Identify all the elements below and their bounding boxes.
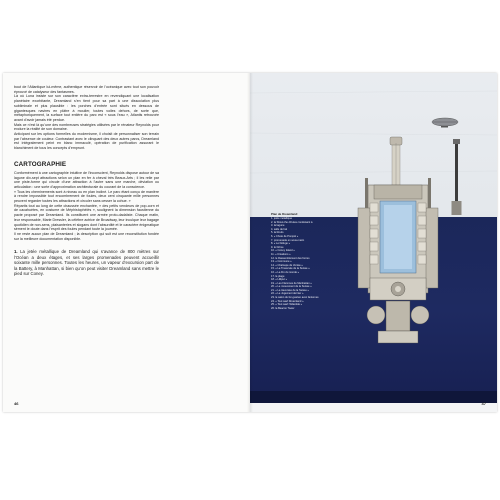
legend-item: 15. « La Traversée de la Suisse » (271, 267, 310, 271)
dreamland-plan-painting (250, 73, 497, 403)
legend-item: 10. « Coney Island » (271, 249, 295, 253)
legend-title: Plan de Dreamland: (271, 212, 298, 216)
page-number-left: 46 (14, 401, 19, 406)
page-number-right: 47 (481, 401, 486, 406)
legend-item: 6. « Chute de Pompéi » (271, 234, 299, 238)
legend-item: 14. « Chaloupe de Venise » (271, 263, 303, 267)
legend-item: 21. « La traversée de la Suisse » (271, 288, 309, 292)
plan-legend (271, 212, 329, 310)
beacon-tower (452, 139, 462, 215)
legend-list (271, 217, 329, 310)
footnote-number: 1. (14, 249, 18, 255)
legend-item: 18. « Lilliput » (271, 278, 288, 282)
legend-item: 4. salle de bal (271, 227, 288, 231)
legend-item: 7. promenade en sous-marin (271, 238, 305, 242)
legend-item: 17. la plage (271, 274, 285, 278)
legend-item: 19. « Les Flammes de Manhattan » (271, 281, 312, 285)
legend-item: 24. « Tout sauf Dreamland » (271, 299, 304, 303)
body-paragraph-2: « Tous les cheminements sont à niveau ou en plan incliné. Le parc étant conçu de manière à rendre impossible tout encombrement de foules, deux cent cinquante mille personnes peuvent regarder toutes les attractions et circuler sans cesser la cohue. » (14, 189, 159, 204)
legend-item: 12. le Rassemblement des forces (271, 256, 310, 260)
legend-item: 26. la Beacon Tower (271, 306, 295, 310)
footnote-text: La jetée métallique de Dreamland qui s’avance de 800 mètres sur l’Océan a deux étages, et ses larges promenades peuvent accueillir soixante mille personnes. Toutes les heures, un vapeur d’excursion part de la Battery, à Manhattan, si bien qu’on peut visiter Dreamland sans mettre le pied sur Coney. (14, 249, 159, 277)
legend-item: 2. la Shoot-the-Chutes conduisant à (271, 220, 313, 224)
legend-item: 13. « Commune » (271, 260, 292, 264)
intro-paragraph-4: Anticipant sur les options formelles du modernisme, il choisit de personnaliser son terrain par l’absence de couleur. Contrastant avec le clinquant des deux autres parcs, Dreamland est intégralement peint en blanc immaculé, opération de purification assurant le blanchiment de tous les concepts d’emprunt. (14, 132, 159, 151)
pier (390, 137, 402, 191)
intro-paragraph-3: Mais ce n’est là qu’une des nombreuses stratégies utilisées par le rénateur Reynolds pour exclure la réalité de son domaine. (14, 122, 159, 132)
airship (432, 118, 458, 128)
legend-item: 11. « Créations » (271, 252, 291, 256)
legend-item: 16. « La Fin du monde » (271, 270, 300, 274)
park-structure (358, 178, 438, 343)
legend-item: 23. le salon du fer-guarwo avec fantomes (271, 296, 319, 300)
legend-item: 5. la Roulo (271, 231, 284, 235)
body-paragraph-3: Répartis tout au long de cette chaussée enchantée, « des petits vendeurs de pop-corn et de cacahuètes, en costume de Méphistophélès », soulignent la dimension faustienne du pacte proposé par Dreamland. Ils constituent une armée proto-dadaïste. Chaque matin, leur responsable, Marie Dressler, la célèbre actrice de Broadway, leur inculque leur bagage quotidien de non-sens, plaisanteries et slogans dont l’absurdité et le caractère énigmatique sèment le doute dans l’esprit des foules pendant toute la journée. (14, 203, 159, 232)
section-heading: CARTOGRAPHIE (14, 160, 67, 168)
footnote (14, 249, 159, 277)
body-paragraph-4: Il ne reste aucun plan de Dreamland ; la description qui suit est une reconstitution fondée sur la meilleure documentation disponible. (14, 231, 159, 241)
book-gutter (247, 73, 253, 412)
legend-item: 1. jetée métallique (271, 217, 293, 220)
legend-item: 20. « Le mouvement de la Suisse » (271, 285, 312, 289)
left-page (3, 73, 250, 412)
body-paragraph-1: Conformément à une cartographie intuitive de l’inconscient, Reynolds dispose autour de sa lagune dix-sept attractions selon un plan en fer à cheval très Beaux-Arts ; il les relie par une piste-forme qui circule d’une attraction à l’autre sans une marche, déviation ou articulation : une sorte d’approximation architecturale du courant de la conscience. (14, 170, 159, 189)
legend-item: 25. « Tout sauf l’Atlantide » (271, 303, 303, 307)
legend-item: 22. « Le Jugement dernier » (271, 292, 304, 296)
intro-paragraph-2: Là où Luna insiste sur son caractère extra-terrestre en revendiquant une localisation planétaire exorbitante, Dreamland s’en tient pour sa part à une dissociation plus subliminale et plus plausible : les porches d’entrée sont situés en dessous de gigantesques navires en plâtre à moulier, toutes voiles dehors, de sorte que, métaphoriquement, la surface tout entière du parc est « sous l’eau », Atlantis retrouvée avant d’avoir jamais été perdue. (14, 94, 159, 122)
book-spread (3, 73, 497, 412)
right-page (250, 73, 497, 412)
text-column (14, 85, 159, 277)
intro-paragraph-1: bout de l’Atlantique lui-même, authentique réservoir de l’océanique avec tout son pouvoir éprouvé de catalyseur des fantasmes. (14, 85, 159, 94)
legend-item: 9. le Dôme (271, 245, 284, 249)
legend-item: 8. « Le Déluge » (271, 242, 291, 246)
legend-item: 3. la lagune (271, 224, 285, 228)
